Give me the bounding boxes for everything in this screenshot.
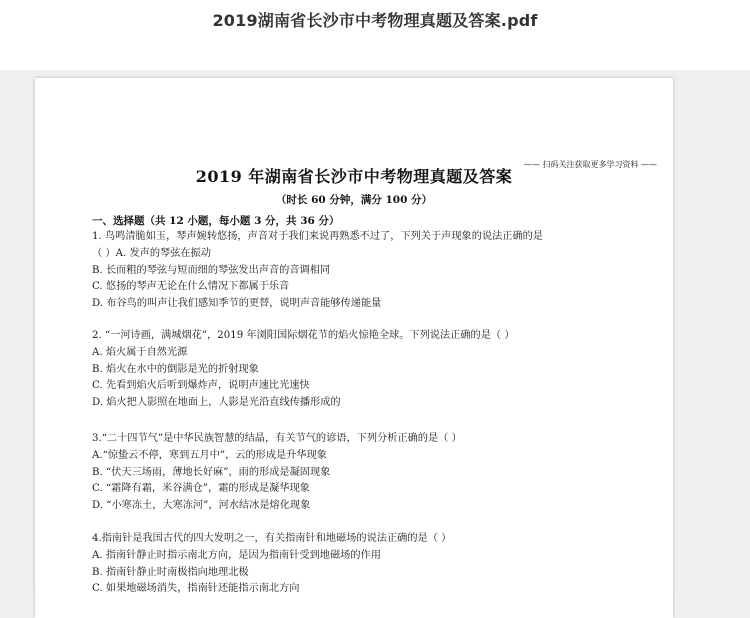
section-heading: 一、选择题（共 12 小题，每小题 3 分，共 36 分）: [92, 215, 340, 227]
question-1: [92, 229, 543, 313]
question-line: C. 悠扬的琴声无论在什么情况下都属于乐音: [92, 281, 290, 293]
question-line: D. 布谷鸟的叫声让我们感知季节的更替，说明声音能够传递能量: [92, 298, 382, 310]
document-viewer[interactable]: [0, 70, 750, 595]
question-line: A.“惊蛰云不停，寒到五月中”，云的形成是升华现象: [92, 449, 327, 461]
question-line: C. 先看到焰火后听到爆炸声，说明声速比光速快: [92, 380, 310, 392]
question-line: （ ）A. 发声的琴弦在振动: [92, 247, 211, 259]
question-line: D. “小寒冻土，大寒冻河”，河水结冰是熔化现象: [92, 500, 311, 512]
question-line: 2. “一河诗画，满城烟花”，2019 年浏阳国际烟花节的焰火惊艳全球。下列说法正确的是（ ）: [92, 330, 515, 341]
exam-duration: （时长 60 分钟，满分 100 分）: [275, 194, 433, 206]
question-line: B. “伏天三场雨，薄地长好麻”，雨的形成是凝固现象: [92, 466, 331, 478]
promo-banner: —— 扫码关注获取更多学习资料 ——: [523, 160, 657, 169]
question-line: B. 焰火在水中的倒影是光的折射现象: [92, 363, 259, 375]
question-line: B. 长而粗的琴弦与短而细的琴弦发出声音的音调相同: [92, 264, 331, 276]
document-filename: 2019湖南省长沙市中考物理真题及答案.pdf: [212, 11, 538, 30]
title-bar: [0, 0, 750, 70]
question-4: [92, 531, 451, 598]
question-line: B. 指南针静止时南极指向地理北极: [92, 566, 249, 578]
question-line: C. “霜降有霜，米谷满仓”，霜的形成是凝华现象: [92, 483, 310, 495]
question-3: [92, 431, 462, 515]
question-line: 4.指南针是我国古代的四大发明之一，有关指南针和地磁场的说法正确的是（ ）: [92, 533, 452, 544]
question-line: D. 焰火把人影照在地面上，人影是光沿直线传播形成的: [92, 397, 341, 409]
question-line: 3.“二十四节气”是中华民族智慧的结晶，有关节气的谚语，下列分析正确的是（ ）: [92, 433, 462, 444]
question-line: A. 焰火属于自然光源: [92, 346, 188, 358]
question-2: [92, 328, 515, 412]
question-line: C. 如果地磁场消失，指南针还能指示南北方向: [92, 583, 300, 595]
pdf-page: [35, 78, 673, 618]
question-line: A. 指南针静止时指示南北方向，是因为指南针受到地磁场的作用: [92, 549, 381, 561]
question-line: 1. 鸟鸣清脆如玉，琴声婉转悠扬，声音对于我们来说再熟悉不过了，下列关于声现象的说法正确的是: [92, 231, 544, 242]
exam-title: 2019 年湖南省长沙市中考物理真题及答案: [195, 167, 513, 186]
